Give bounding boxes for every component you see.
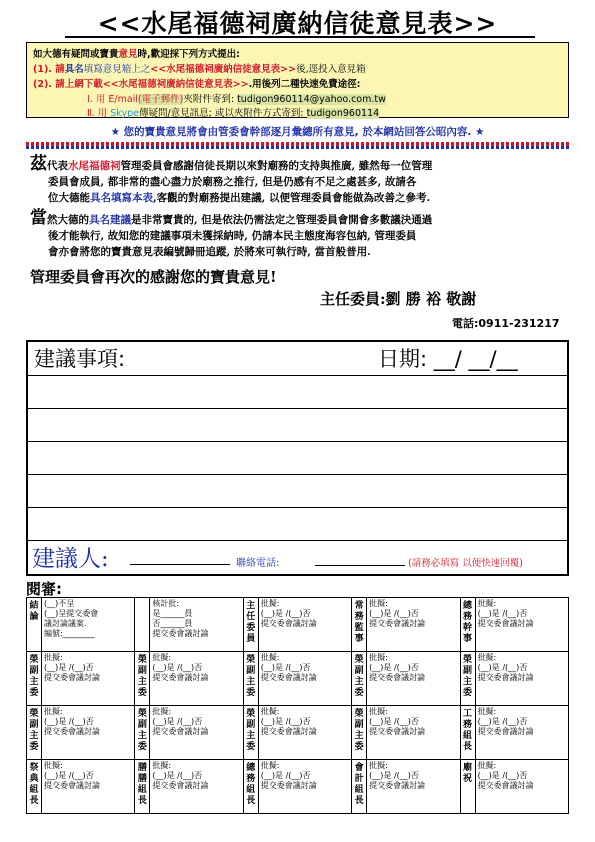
review-role: 榮 副 主 委 (352, 652, 367, 706)
review-cell[interactable] (367, 760, 460, 814)
form-line[interactable] (28, 408, 567, 409)
review-cell[interactable] (475, 706, 568, 760)
review-option: 提交委會議討論 (477, 619, 534, 628)
review-option: (__)不呈 (44, 599, 75, 608)
review-role: 榮 副 主 委 (352, 706, 367, 760)
review-option: 批擬: (152, 761, 172, 770)
review-cell[interactable] (367, 652, 460, 706)
review-option: (__)是 /(__)否 (369, 609, 419, 618)
review-option: (__)是 /(__)否 (44, 771, 94, 780)
info-line-2: (1). 請具名填寫意見箱上之<<水尾福德祠廣納信徒意見表>>後,逕投入意見箱 (33, 64, 366, 75)
review-cell[interactable] (367, 598, 460, 652)
info-line-3: (2). 請上網下載<<水尾福德祠廣納信徒意見表>>.用後列二種快速免費途徑: (33, 79, 361, 90)
review-role: 總 務 幹 事 (460, 598, 475, 652)
info-line-5: Ⅱ. 用 Skype傳疑問/意見訊息; 或以夾附件方式寄到: tudigon960114 (87, 108, 380, 119)
form-line[interactable] (28, 441, 567, 442)
review-row (27, 598, 569, 652)
review-option: 批擬: (44, 761, 63, 770)
info-line-1: 如大德有疑問或寶貴意見時,歡迎採下列方式提出: (33, 49, 240, 60)
review-role: 主 任 委 員 (243, 598, 258, 652)
review-option: 批擬: (477, 761, 497, 770)
review-role: 會 計 組 長 (352, 760, 367, 814)
review-option: 提交委會議討論 (260, 619, 317, 628)
phone-number: 電話:0911-231217 (452, 317, 560, 330)
contact-field[interactable] (315, 565, 405, 566)
review-role: 榮 副 主 委 (135, 652, 150, 706)
review-option: 批擬: (369, 653, 388, 662)
review-cell[interactable] (475, 652, 568, 706)
proposer-label: 建議人: (32, 546, 109, 572)
review-option: 批擬: (477, 653, 497, 662)
review-role: 榮 副 主 委 (460, 652, 475, 706)
review-cell[interactable] (475, 760, 568, 814)
form-line[interactable] (28, 540, 567, 541)
review-role (135, 598, 150, 652)
review-option: 批擬: (260, 707, 280, 716)
review-option: (__)是 /(__)否 (477, 609, 528, 618)
review-option: (__)是 /(__)否 (369, 717, 419, 726)
review-option: 批擬: (152, 653, 172, 662)
review-option: 提交委會議討論 (152, 781, 209, 790)
review-option: 提交委會議討論 (44, 727, 100, 736)
review-cell[interactable] (258, 652, 351, 706)
review-role: 榮 副 主 委 (243, 706, 258, 760)
paragraph-2: 當然大德的具名建議是非常寶貴的, 但是依法仍需法定之管理委員會開會多數議決通過 後才能執行, 故知您的建議事項未獲採納時, 仍請本民主態度海容包納, 管理委員 會亦會將您的寶貴意見表編號歸冊追蹤, 於將來可執行時, 當首般普用. (30, 208, 433, 258)
contact-note: (請務必填寫 以便快速回覆) (408, 558, 523, 569)
review-option: (__)是 /(__)否 (260, 717, 311, 726)
review-option: 提交委會議討論 (369, 781, 426, 790)
review-role: 膳 膳 組 長 (135, 760, 150, 814)
review-grid (26, 597, 569, 814)
review-option: (__)是 /(__)否 (152, 663, 203, 672)
review-option: 批擬: (369, 599, 388, 608)
review-role: 廟 祝 (460, 760, 475, 814)
review-option: 批擬: (477, 599, 497, 608)
skype-id[interactable]: tudigon960114 (306, 108, 380, 119)
review-option: (__)是 /(__)否 (260, 663, 311, 672)
review-option: 提交委會議討論 (152, 727, 209, 736)
paragraph-1: 茲代表水尾福德祠管理委員會感謝信徒長期以來對廟務的支持與推廣, 雖然每一位管理 委員會成員, 都非常的盡心盡力於廟務之推行, 但是仍感有不足之處甚多, 故請各 位大德能具名填寫本表,客觀的對廟務提出建議, 以便管理委員會能做為改善之參考. (30, 154, 433, 204)
date-field[interactable]: 日期: __/ __/__ (378, 347, 518, 371)
review-option: 提交委會議討論 (477, 727, 534, 736)
contact-label: 聯絡電話: (236, 558, 280, 569)
review-cell[interactable] (150, 652, 243, 706)
review-option: 批擬: (44, 653, 63, 662)
review-option: (__)是 /(__)否 (477, 771, 528, 780)
review-row (27, 652, 569, 706)
review-option: 提交委會議討論 (44, 781, 100, 790)
info-line-4: Ⅰ. 用 E/mail(電子郵件)夾附件寄到: tudigon960114@yahoo.com.tw (87, 94, 386, 105)
review-role: 總 務 組 長 (243, 760, 258, 814)
review-option: 否______員 (152, 619, 193, 628)
review-row (27, 760, 569, 814)
thanks-line: 管理委員會再次的感謝您的寶貴意見! (30, 268, 277, 286)
review-role: 榮 副 主 委 (135, 706, 150, 760)
review-option: (__)是 /(__)否 (152, 717, 203, 726)
form-line[interactable] (28, 474, 567, 475)
review-option: 編號:________ (44, 629, 95, 638)
review-cell[interactable] (150, 598, 243, 652)
review-cell[interactable] (367, 706, 460, 760)
review-option: 提交委會議討論 (44, 673, 100, 682)
review-role: 常 務 監 事 (352, 598, 367, 652)
review-option: 批擬: (369, 707, 388, 716)
review-role: 結 論 (27, 598, 42, 652)
review-cell[interactable] (258, 598, 351, 652)
info-box (26, 42, 569, 118)
page-title: <<水尾福德祠廣納信徒意見表>> (97, 9, 498, 38)
review-option: (__)是 /(__)否 (369, 663, 419, 672)
review-cell[interactable] (150, 760, 243, 814)
review-option: (__)是 /(__)否 (477, 717, 528, 726)
review-cell[interactable] (42, 760, 135, 814)
review-option: 批擬: (260, 599, 280, 608)
review-option: (__)是 /(__)否 (152, 771, 203, 780)
review-role: 工 務 組 長 (460, 706, 475, 760)
dotted-divider-blue (26, 146, 569, 149)
notice-line: ★ 您的寶貴意見將會由管委會幹部逐月彙總所有意見, 於本網站回答公昭內容. ★ (110, 126, 485, 138)
review-option: 批擬: (44, 707, 63, 716)
review-role: 祭 典 組 長 (27, 760, 42, 814)
review-option: (__)是 /(__)否 (260, 771, 311, 780)
review-option: 批擬: (369, 761, 388, 770)
review-option: (__)是 /(__)否 (44, 717, 94, 726)
review-option: (__)是 /(__)否 (369, 771, 419, 780)
review-option: (__)是 /(__)否 (260, 609, 311, 618)
review-row (27, 706, 569, 760)
review-option: 批擬: (477, 707, 497, 716)
review-option: 批擬: (152, 707, 172, 716)
review-option: 提交委會議討論 (369, 673, 426, 682)
suggestion-label: 建議事項: (34, 347, 126, 371)
review-option: 提交委會議討論 (260, 673, 317, 682)
review-option: 提交委會議討論 (477, 673, 534, 682)
signature-line: 主任委員:劉 勝 裕 敬謝 (320, 290, 477, 308)
review-role: 榮 副 主 委 (27, 652, 42, 706)
review-option: (__)是 /(__)否 (477, 663, 528, 672)
review-option: 提交委會議討論 (369, 727, 426, 736)
review-cell[interactable] (42, 706, 135, 760)
form-line[interactable] (28, 507, 567, 508)
review-label: 閱審: (26, 580, 62, 598)
review-cell[interactable] (475, 598, 568, 652)
review-role: 榮 副 主 委 (27, 706, 42, 760)
review-option: 核計批: (152, 599, 180, 608)
review-role: 榮 副 主 委 (243, 652, 258, 706)
title-underline (65, 36, 535, 38)
review-option: 提交委會議討論 (477, 781, 534, 790)
proposer-field[interactable] (130, 564, 230, 565)
skype-label: Skype (110, 108, 139, 119)
review-option: 提交委會議討論 (152, 629, 209, 638)
review-option: 提交委會議討論 (260, 781, 317, 790)
review-option: 批擬: (260, 653, 280, 662)
review-cell[interactable] (258, 760, 351, 814)
review-cell[interactable] (42, 652, 135, 706)
review-option: 提交委會議討論 (369, 619, 426, 628)
review-option: (__)是 /(__)否 (44, 663, 94, 672)
review-cell[interactable] (258, 706, 351, 760)
review-option: 議討論議案. (44, 619, 87, 628)
review-option: 批擬: (260, 761, 280, 770)
review-cell[interactable] (42, 598, 135, 652)
review-cell[interactable] (150, 706, 243, 760)
email-address[interactable]: tudigon960114@yahoo.com.tw (237, 94, 386, 105)
form-line (28, 375, 567, 376)
review-option: 是______員 (152, 609, 193, 618)
review-option: 提交委會議討論 (152, 673, 209, 682)
review-option: (__)呈提交委會 (44, 609, 99, 618)
review-option: 提交委會議討論 (260, 727, 317, 736)
